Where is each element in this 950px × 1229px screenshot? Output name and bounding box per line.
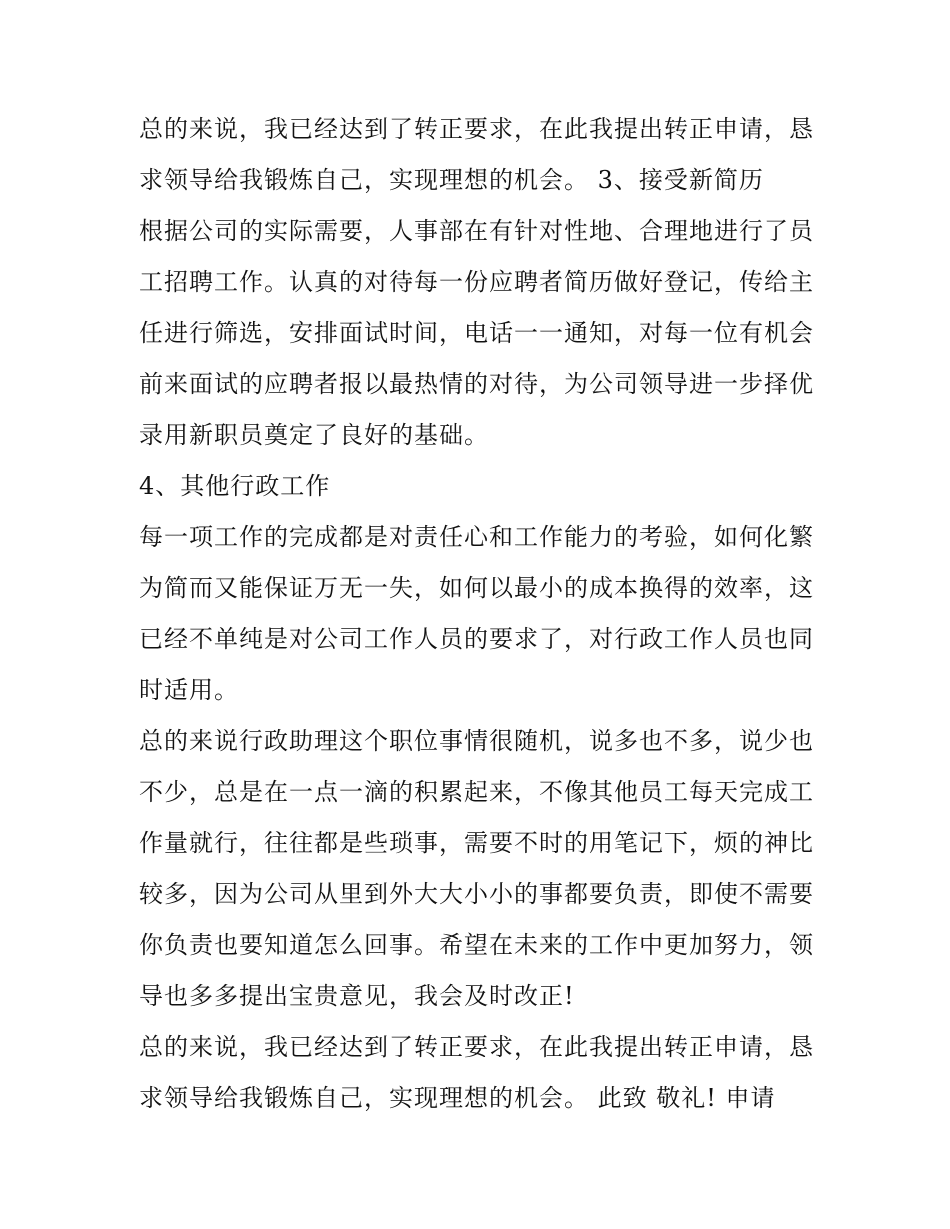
text-line-3: 根据公司的实际需要，人事部在有针对性地、合理地进行了员 <box>139 217 814 245</box>
section-heading: 4、其他行政工作 <box>139 472 331 500</box>
document-body <box>139 104 819 1124</box>
text-line-20: 求领导给我锻炼自己，实现理想的机会。 此致 敬礼! 申请 <box>139 1084 776 1112</box>
text-line-11: 已经不单纯是对公司工作人员的要求了，对行政工作人员也同 <box>139 625 814 653</box>
text-line-16: 较多，因为公司从里到外大大小小的事都要负责，即使不需要 <box>139 880 814 908</box>
text-line-6: 前来面试的应聘者报以最热情的对待，为公司领导进一步择优 <box>139 370 814 398</box>
text-line-7: 录用新职员奠定了良好的基础。 <box>139 421 489 449</box>
text-line-17: 你负责也要知道怎么回事。希望在未来的工作中更加努力，领 <box>139 931 814 959</box>
text-line-15: 作量就行，往往都是些琐事，需要不时的用笔记下，烦的神比 <box>139 829 814 857</box>
text-line-18: 导也多多提出宝贵意见，我会及时改正! <box>139 982 575 1010</box>
text-line-9: 每一项工作的完成都是对责任心和工作能力的考验，如何化繁 <box>139 523 814 551</box>
text-line-13: 总的来说行政助理这个职位事情很随机，说多也不多，说少也 <box>139 727 814 755</box>
text-line-19: 总的来说，我已经达到了转正要求，在此我提出转正申请，恳 <box>139 1033 814 1061</box>
text-line-1: 总的来说，我已经达到了转正要求，在此我提出转正申请，恳 <box>139 115 814 143</box>
text-line-12: 时适用。 <box>139 676 239 704</box>
text-line-5: 任进行筛选，安排面试时间，电话一一通知，对每一位有机会 <box>139 319 814 347</box>
text-line-14: 不少，总是在一点一滴的积累起来，不像其他员工每天完成工 <box>139 778 814 806</box>
text-line-4: 工招聘工作。认真的对待每一份应聘者简历做好登记，传给主 <box>139 268 814 296</box>
text-line-2: 求领导给我锻炼自己，实现理想的机会。 3、接受新简历 <box>139 166 764 194</box>
text-line-10: 为简而又能保证万无一失，如何以最小的成本换得的效率，这 <box>139 574 814 602</box>
